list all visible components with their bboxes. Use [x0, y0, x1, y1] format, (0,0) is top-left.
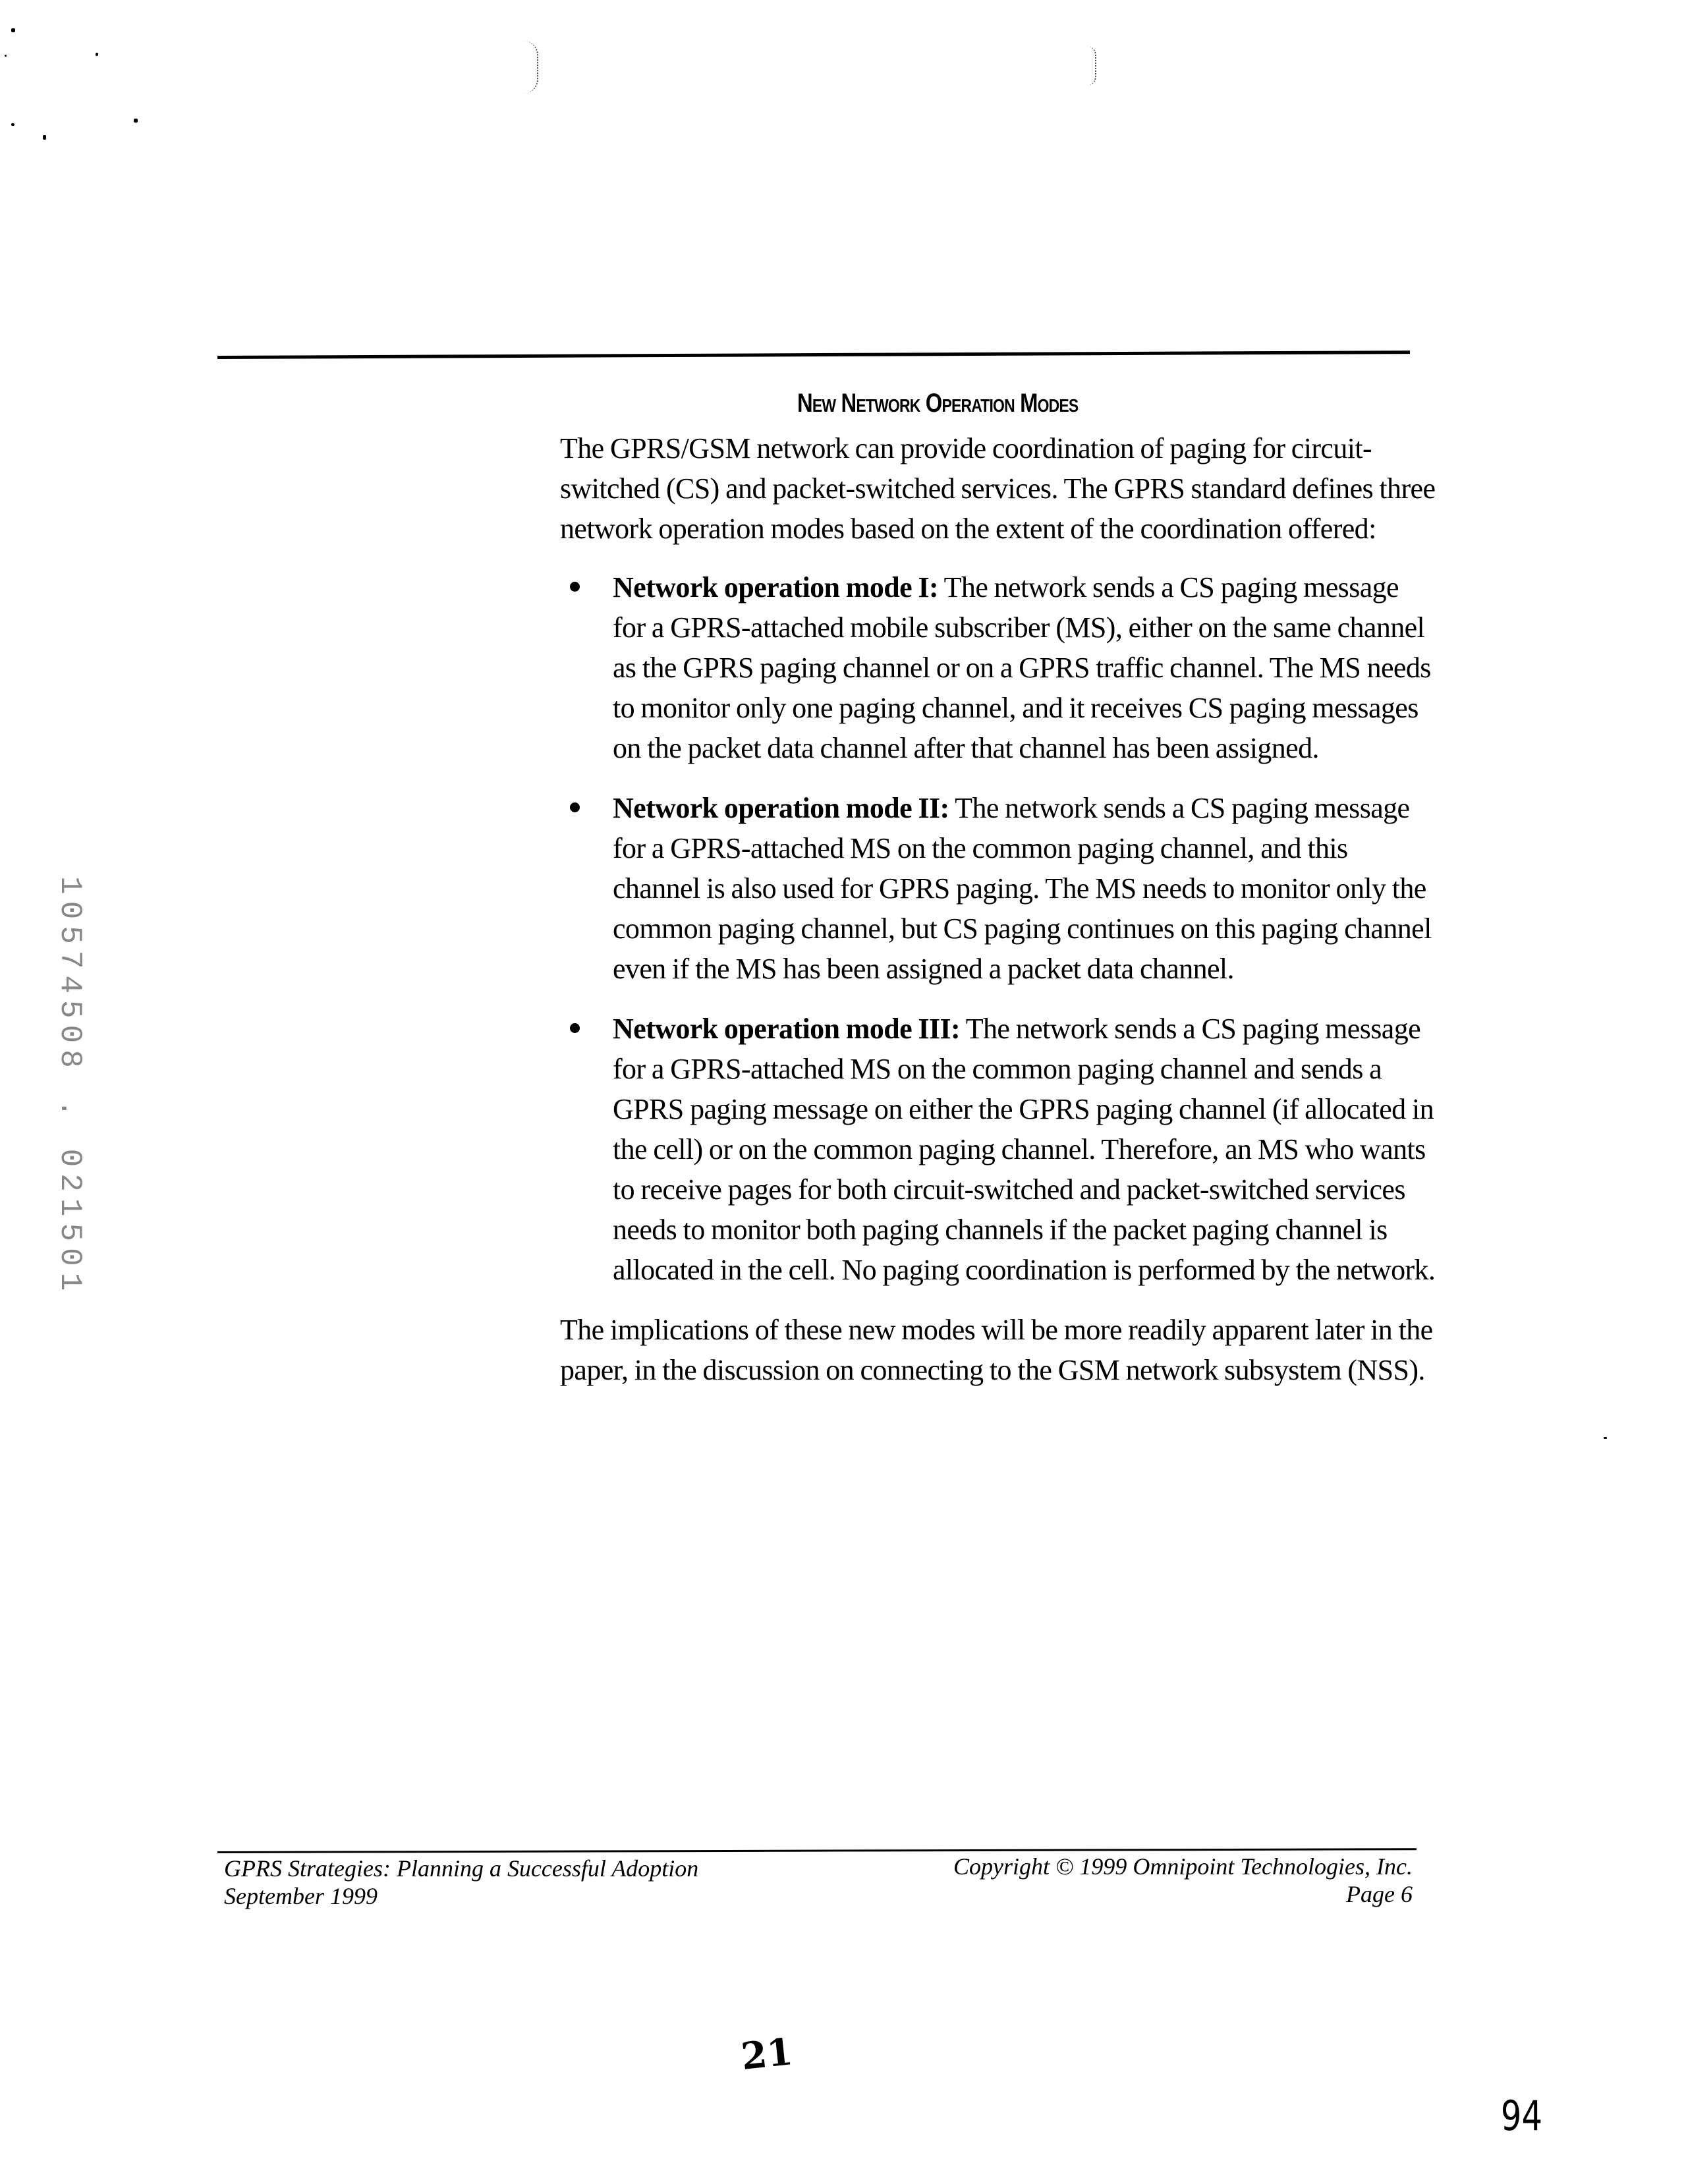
intro-paragraph: The GPRS/GSM network can provide coordination of paging for circuit-switched (CS) and packet-switched services. The GPRS standard defines three network operation modes based on the extent of the coordination offered: [560, 432, 1436, 545]
handwritten-mark-center: 21 [739, 2030, 795, 2079]
mode-label: Network operation mode II: [613, 792, 949, 824]
footer-left [224, 1855, 698, 1910]
scan-speck [1604, 1437, 1607, 1439]
mode-label: Network operation mode III: [613, 1013, 961, 1045]
footer-right [953, 1853, 1413, 1908]
mode-description: The network sends a CS paging message for a GPRS-attached MS on the common paging channel, and this channel is also used for GPRS paging. The MS needs to monitor only the common paging channel, but CS paging continues on this paging channel even if the MS has been assigned a packet data channel. [613, 792, 1432, 985]
scan-speck [96, 53, 98, 56]
scan-speck [134, 119, 138, 123]
header-rule [217, 350, 1410, 359]
bates-stamp-text: 10574508 . 021501 [53, 876, 87, 1298]
footer-date: September 1999 [224, 1883, 378, 1909]
bullet-icon [570, 1023, 580, 1033]
scan-speck [11, 123, 14, 126]
section-heading: New Network Operation Modes [797, 389, 1079, 418]
scan-speck [11, 28, 15, 32]
scan-speck [5, 55, 7, 57]
bullet-icon [570, 582, 580, 592]
scan-speck [43, 135, 46, 140]
footer-copyright: Copyright © 1999 Omnipoint Technologies, Inc. [953, 1853, 1413, 1880]
handwritten-mark-right: 94 [1500, 2092, 1543, 2140]
mode-list [560, 567, 1436, 1290]
mode-description: The network sends a CS paging message for a GPRS-attached mobile subscriber (MS), either on the same channel as the GPRS paging channel or on a GPRS traffic channel. The MS needs to monitor only one paging channel, and it receives CS paging messages on the packet data channel after that channel has been assigned. [613, 571, 1431, 764]
scan-arc-artifact [1087, 46, 1096, 86]
document-body [560, 428, 1436, 1390]
mode-description: The network sends a CS paging message for a GPRS-attached MS on the common paging channel and sends a GPRS paging message on either the GPRS paging channel (if allocated in the cell) or on the common paging channel. Therefore, an MS who wants to receive pages for both circuit-switched and packet-switched services needs to monitor both paging channels if the packet paging channel is allocated in the cell. No paging coordination is performed by the network. [613, 1013, 1436, 1286]
bullet-icon [570, 802, 580, 812]
footer-page-number: Page 6 [1346, 1881, 1413, 1907]
bates-stamp [47, 876, 87, 1377]
scan-arc-artifact [524, 41, 538, 94]
mode-list-item [560, 788, 1436, 989]
closing-paragraph: The implications of these new modes will be more readily apparent later in the paper, in the discussion on connecting to the GSM network subsystem (NSS). [560, 1314, 1433, 1386]
mode-label: Network operation mode I: [613, 571, 939, 603]
mode-list-item [560, 1009, 1436, 1290]
mode-list-item [560, 567, 1436, 768]
footer-document-title: GPRS Strategies: Planning a Successful Adoption [224, 1855, 699, 1882]
